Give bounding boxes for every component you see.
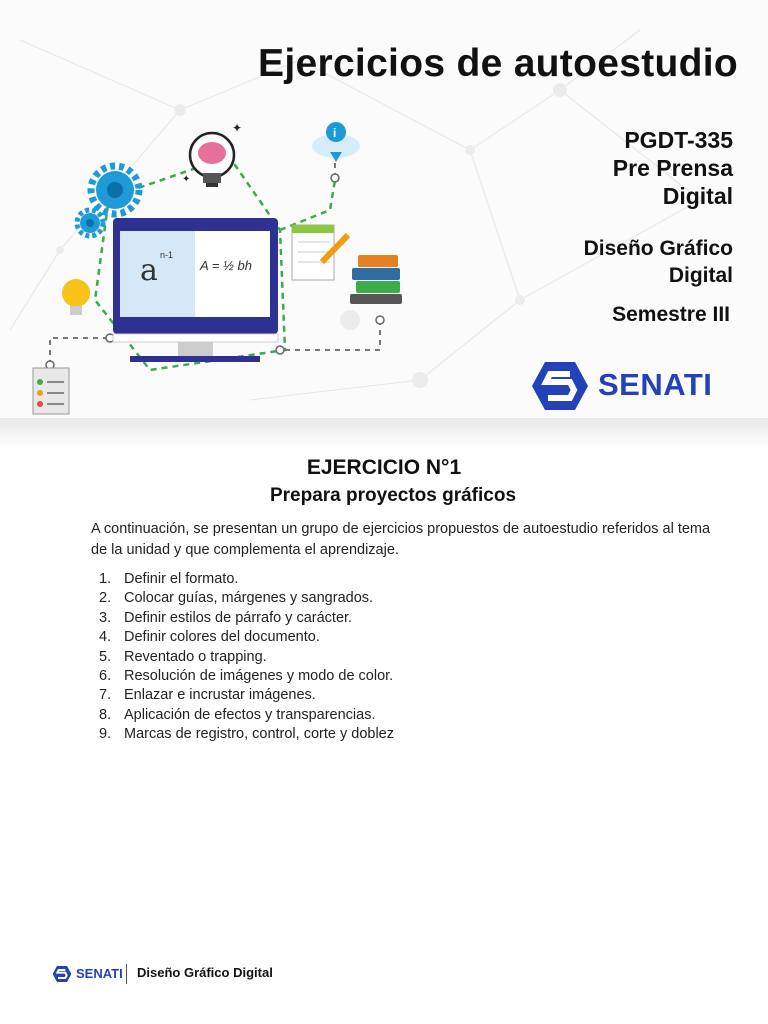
exercise-title: EJERCICIO N°1 [306,456,462,479]
senati-logo-text: SENATI [598,367,713,402]
svg-text:✦: ✦ [232,121,243,135]
board-formula-area: A = ½ bh [200,258,252,273]
career-info [584,235,733,289]
exercise-intro: A continuación, se presentan un grupo de ejercicios propuestos de autoestudio referidos al tema de la unidad y que complementa el aprendizaje. [91,521,711,558]
list-item: 1. Definir el formato. [99,571,239,587]
list-item: 3. Definir estilos de párrafo y carácter. [99,609,353,626]
course-code: PGDT-335 [624,127,733,153]
board-formula-a: a [140,253,158,288]
footer-divider [126,964,127,984]
computer-monitor-icon [113,218,278,362]
small-gear-icon [77,210,103,236]
exercise-subtitle: Prepara proyectos gráficos [269,485,517,506]
senati-logo [530,360,730,412]
course-info [613,126,733,210]
list-item: 9. Marcas de registro, control, corte y doblez [99,726,394,743]
info-cloud-icon [312,122,360,162]
footer-text: Diseño Gráfico Digital [137,965,273,980]
elearning-illustration [0,110,450,420]
steps-list [99,570,394,745]
board-formula-exponent: n-1 [160,250,174,260]
header-shadow [0,418,768,448]
svg-text:i: i [333,126,337,140]
notepad-pencil-icon [292,225,348,280]
footer-logo-icon [52,965,72,983]
list-item: 2. Colocar guías, márgenes y sangrados. [99,590,374,607]
footer [52,962,352,986]
header-banner [0,0,768,432]
semester-label: Semestre III [612,303,730,326]
footer-brand: SENATI [76,966,123,981]
checklist-icon [33,368,69,414]
course-name-line1: Pre Prensa [612,155,733,181]
career-line1: Diseño Gráfico [583,237,733,260]
svg-text:✦: ✦ [182,174,191,185]
career-line2: Digital [668,264,733,287]
list-item: 6. Resolución de imágenes y modo de color. [99,668,394,685]
page-title: Ejercicios de autoestudio [258,42,738,85]
list-item: 7. Enlazar e incrustar imágenes. [99,687,316,704]
list-item: 5. Reventado o trapping. [99,648,267,665]
books-icon [350,255,402,304]
lightbulb-icon [62,279,90,315]
list-item: 4. Definir colores del documento. [99,629,320,646]
list-item: 8. Aplicación de efectos y transparencias. [99,706,376,723]
senati-logo-icon [530,360,590,412]
brain-lightbulb-icon [182,121,242,187]
course-name-line2: Digital [662,183,733,209]
gear-icon [91,166,139,214]
